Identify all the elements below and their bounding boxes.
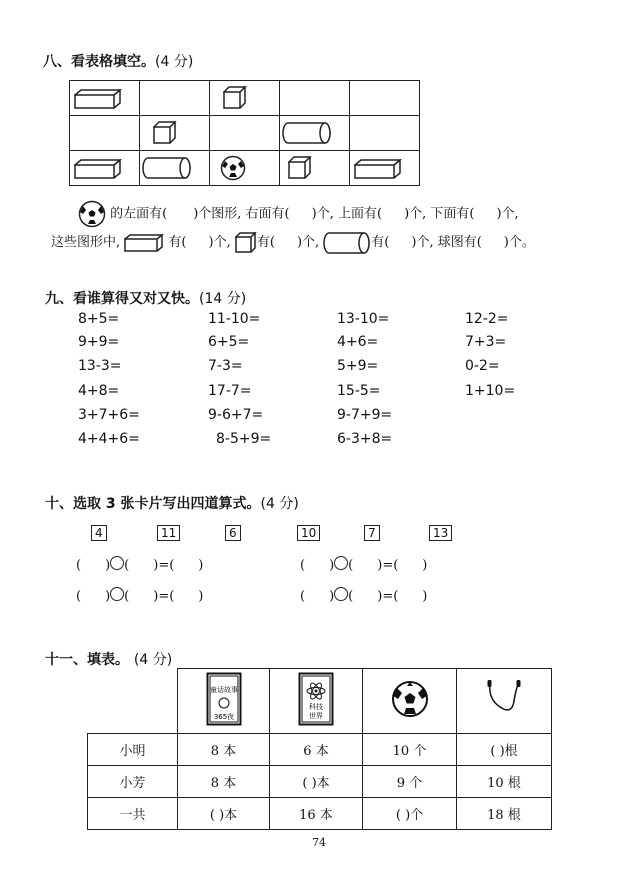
table-cell[interactable]: ( )本 — [178, 798, 270, 830]
item-header — [363, 669, 457, 734]
grid-cell — [70, 81, 140, 116]
cuboid-icon — [74, 89, 122, 109]
grid-cell — [280, 116, 350, 151]
equation: 6+5= — [208, 334, 250, 350]
grid-cell — [210, 151, 280, 186]
section8-line1 — [78, 200, 519, 228]
equals: =( — [158, 558, 175, 573]
paren: ) — [377, 589, 383, 604]
line2-text: )个, — [208, 235, 231, 250]
ball-icon — [78, 200, 106, 228]
grid-cell — [140, 116, 210, 151]
line2-text: )个, — [296, 235, 320, 250]
equation-template — [76, 587, 203, 604]
paren: ( — [348, 589, 354, 604]
equals: =( — [158, 589, 175, 604]
book-subtitle: 世界 — [309, 712, 323, 720]
table-cell: 8 本 — [178, 734, 270, 766]
number-card: 7 — [364, 525, 380, 541]
equation: 1+10= — [465, 383, 516, 399]
table-cell: 10 个 — [363, 734, 457, 766]
paren: ) — [105, 558, 111, 573]
item-header — [457, 669, 552, 734]
section9-heading — [45, 288, 246, 308]
shape-grid — [69, 80, 420, 186]
equation-template — [76, 556, 203, 573]
equation: 8-5+9= — [216, 431, 272, 447]
cube-icon — [235, 232, 257, 254]
table-cell: 18 根 — [457, 798, 552, 830]
grid-cell — [280, 81, 350, 116]
book-title: 科技 — [309, 703, 323, 711]
line2-text: )个。 — [503, 235, 535, 250]
cuboid-icon — [354, 159, 402, 179]
paren: ) — [198, 589, 204, 604]
cylinder-icon — [142, 157, 192, 179]
equation: 0-2= — [465, 358, 500, 374]
number-card: 6 — [225, 525, 241, 541]
paren: ( — [348, 558, 354, 573]
paren: ( — [300, 589, 306, 604]
equals: =( — [382, 589, 399, 604]
section11-title: 十一、填表。 — [45, 652, 129, 668]
paren: ) — [422, 589, 428, 604]
cube-icon — [223, 86, 247, 110]
row-name: 小芳 — [88, 766, 178, 798]
line2-text: )个, 球图有( — [411, 235, 482, 250]
line1-text: 的左面有( — [110, 206, 168, 222]
paren: ( — [76, 558, 82, 573]
ball-icon — [220, 155, 246, 181]
grid-cell — [350, 81, 420, 116]
grid-cell — [280, 151, 350, 186]
cube-icon — [153, 121, 177, 145]
equation: 11-10= — [208, 311, 261, 327]
section8-title: 八、看表格填空。 — [43, 54, 155, 70]
equation: 7-3= — [208, 358, 243, 374]
line2-text: 这些图形中, — [51, 235, 121, 250]
grid-cell — [350, 151, 420, 186]
section11-points: (4 分) — [133, 652, 173, 668]
number-card: 11 — [157, 525, 180, 541]
equation: 13-10= — [337, 311, 390, 327]
section10-heading — [45, 493, 299, 513]
item-header — [270, 669, 363, 734]
equation: 12-2= — [465, 311, 509, 327]
science-book-icon — [298, 672, 334, 726]
number-card: 10 — [297, 525, 320, 541]
number-card: 4 — [91, 525, 107, 541]
operator-circle[interactable] — [334, 556, 348, 570]
section9-title: 九、看谁算得又对又快。 — [45, 291, 199, 307]
grid-cell — [350, 116, 420, 151]
paren: ) — [153, 558, 159, 573]
table-cell[interactable]: ( )根 — [457, 734, 552, 766]
grid-cell — [210, 116, 280, 151]
line2-text: 有( — [168, 235, 187, 250]
paren: ) — [198, 558, 204, 573]
table-cell: 8 本 — [178, 766, 270, 798]
section8-heading — [43, 51, 193, 71]
cuboid-icon — [74, 159, 122, 179]
grid-cell — [70, 151, 140, 186]
section8-line2 — [51, 231, 535, 254]
grid-cell — [210, 81, 280, 116]
paren: ( — [124, 589, 130, 604]
section10-title: 十、选取 3 张卡片写出四道算式。 — [45, 496, 261, 512]
fill-table — [87, 668, 552, 830]
equation-template — [300, 556, 427, 573]
section11-heading — [45, 649, 172, 669]
table-cell[interactable]: ( )个 — [363, 798, 457, 830]
jump-rope-icon — [484, 679, 524, 719]
line1-text: )个图形, 右面有( — [193, 206, 290, 222]
equation: 8+5= — [78, 311, 120, 327]
equation-template — [300, 587, 427, 604]
section9-points: (14 分) — [199, 291, 247, 307]
paren: ) — [422, 558, 428, 573]
book-title: 童话故事 — [209, 686, 238, 694]
section10-points: (4 分) — [260, 496, 299, 512]
line1-text: )个, 上面有( — [311, 206, 383, 222]
table-cell: 6 本 — [270, 734, 363, 766]
paren: ) — [377, 558, 383, 573]
operator-circle[interactable] — [334, 587, 348, 601]
line1-text: )个, 下面有( — [404, 206, 475, 222]
paren: ( — [300, 558, 306, 573]
equation: 6-3+8= — [337, 431, 393, 447]
table-cell: 16 本 — [270, 798, 363, 830]
equation: 5+9= — [337, 358, 379, 374]
line2-text: 有( — [256, 235, 275, 250]
paren: ( — [76, 589, 82, 604]
paren: ) — [153, 589, 159, 604]
row-name: 小明 — [88, 734, 178, 766]
grid-cell — [140, 151, 210, 186]
book-subtitle: 365夜 — [213, 713, 234, 721]
equation: 9-7+9= — [337, 407, 393, 423]
cuboid-icon — [124, 234, 164, 252]
football-icon — [391, 680, 429, 718]
number-card: 13 — [429, 525, 452, 541]
equation: 7+3= — [465, 334, 507, 350]
item-header — [178, 669, 270, 734]
cube-icon — [288, 156, 312, 180]
paren: ) — [329, 589, 335, 604]
table-cell: 10 根 — [457, 766, 552, 798]
table-cell: 9 个 — [363, 766, 457, 798]
equation: 13-3= — [78, 358, 122, 374]
operator-circle[interactable] — [110, 587, 124, 601]
page-number: 74 — [312, 836, 326, 849]
equation: 4+6= — [337, 334, 379, 350]
equation: 9-6+7= — [208, 407, 264, 423]
operator-circle[interactable] — [110, 556, 124, 570]
equation: 4+4+6= — [78, 431, 140, 447]
paren: ( — [124, 558, 130, 573]
equation: 3+7+6= — [78, 407, 140, 423]
cylinder-icon — [282, 122, 332, 144]
paren: ) — [329, 558, 335, 573]
equation: 15-5= — [337, 383, 381, 399]
equation: 4+8= — [78, 383, 120, 399]
line2-text: 有( — [371, 235, 390, 250]
line1-text: )个, — [496, 206, 519, 222]
paren: ) — [105, 589, 111, 604]
equation: 17-7= — [208, 383, 252, 399]
table-cell[interactable]: ( )本 — [270, 766, 363, 798]
equation: 9+9= — [78, 334, 120, 350]
grid-cell — [70, 116, 140, 151]
corner-cell — [88, 669, 178, 734]
section8-points: (4 分) — [155, 54, 194, 70]
equals: =( — [382, 558, 399, 573]
row-name: 一共 — [88, 798, 178, 830]
story-book-icon — [206, 672, 242, 726]
grid-cell — [140, 81, 210, 116]
cylinder-icon — [323, 232, 371, 254]
